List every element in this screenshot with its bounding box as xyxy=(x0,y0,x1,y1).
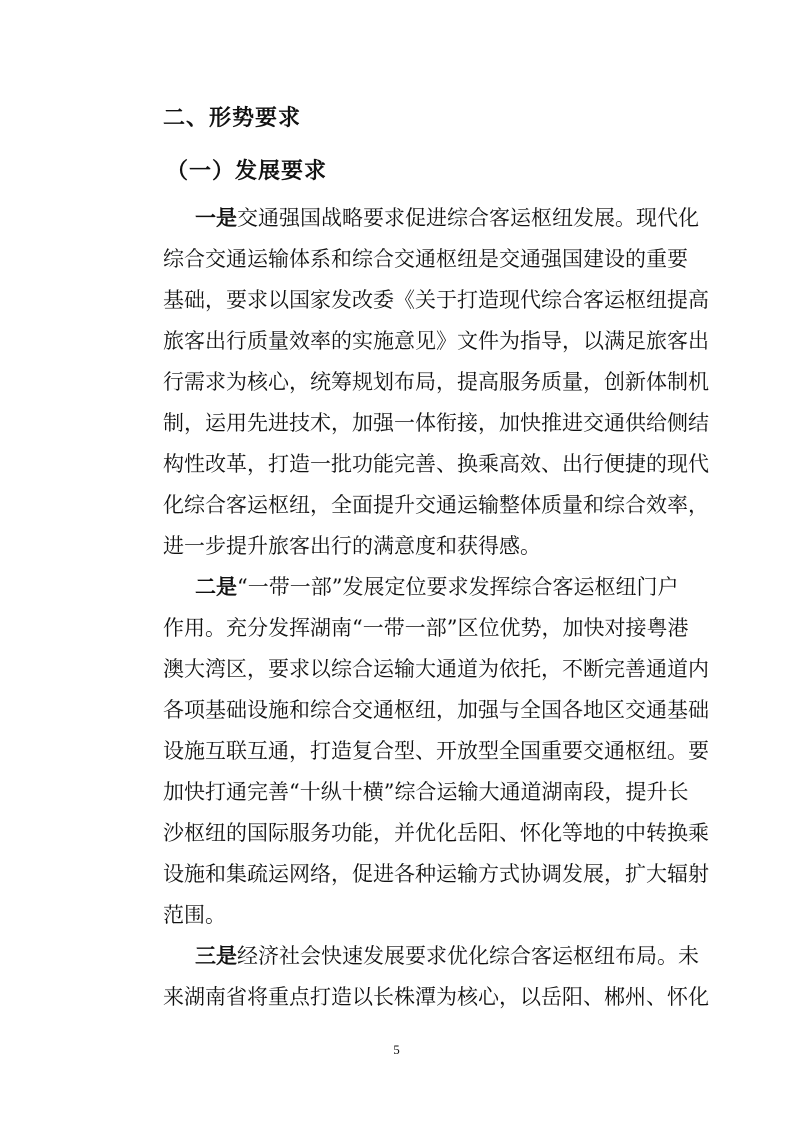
line-text: 交通强国战略要求促进综合客运枢纽发展。现代化 xyxy=(237,206,699,230)
paragraph-line xyxy=(195,204,699,232)
page-number: 5 xyxy=(393,1042,400,1057)
paragraph-line: 行需求为核心，统筹规划布局，提高服务质量，创新体制机 xyxy=(163,370,709,394)
paragraph-line: 范围。 xyxy=(163,903,226,927)
paragraph-line: 设施和集疏运网络，促进各种运输方式协调发展，扩大辐射 xyxy=(163,862,709,886)
paragraph-line xyxy=(195,573,679,601)
paragraph-line: 构性改革，打造一批功能完善、换乘高效、出行便捷的现代 xyxy=(163,452,709,476)
paragraph-line: 化综合客运枢纽，全面提升交通运输整体质量和综合效率， xyxy=(163,493,709,517)
paragraph-line: 各项基础设施和综合交通枢纽，加强与全国各地区交通基础 xyxy=(163,698,709,722)
paragraph-line: 澳大湾区，要求以综合运输大通道为依托，不断完善通道内 xyxy=(163,657,709,681)
paragraph-line: 加快打通完善“十纵十横”综合运输大通道湖南段，提升长 xyxy=(163,780,689,804)
paragraph-line: 综合交通运输体系和综合交通枢纽是交通强国建设的重要 xyxy=(163,247,688,271)
section-heading: 二、形势要求 xyxy=(163,106,302,131)
paragraph-line: 作用。充分发挥湖南“一带一部”区位优势，加快对接粤港 xyxy=(163,616,689,640)
paragraph-line: 沙枢纽的国际服务功能，并优化岳阳、怀化等地的中转换乘 xyxy=(163,821,709,845)
paragraph-line: 旅客出行质量效率的实施意见》文件为指导，以满足旅客出 xyxy=(163,329,709,353)
paragraph-lead: 三是 xyxy=(195,944,237,968)
paragraph-lead: 二是 xyxy=(195,575,237,599)
subsection-heading: （一）发展要求 xyxy=(166,158,328,184)
paragraph-lead: 一是 xyxy=(195,206,237,230)
line-text: 经济社会快速发展要求优化综合客运枢纽布局。未 xyxy=(237,944,699,968)
paragraph-line: 进一步提升旅客出行的满意度和获得感。 xyxy=(163,534,541,558)
paragraph-line: 来湖南省将重点打造以长株潭为核心，以岳阳、郴州、怀化 xyxy=(163,985,709,1009)
line-text: “一带一部”发展定位要求发挥综合客运枢纽门户 xyxy=(237,575,679,599)
paragraph-line: 基础，要求以国家发改委《关于打造现代综合客运枢纽提高 xyxy=(163,288,709,312)
paragraph-line: 设施互联互通，打造复合型、开放型全国重要交通枢纽。要 xyxy=(163,739,709,763)
paragraph-line xyxy=(195,942,699,970)
paragraph-line: 制，运用先进技术，加强一体衔接，加快推进交通供给侧结 xyxy=(163,411,709,435)
